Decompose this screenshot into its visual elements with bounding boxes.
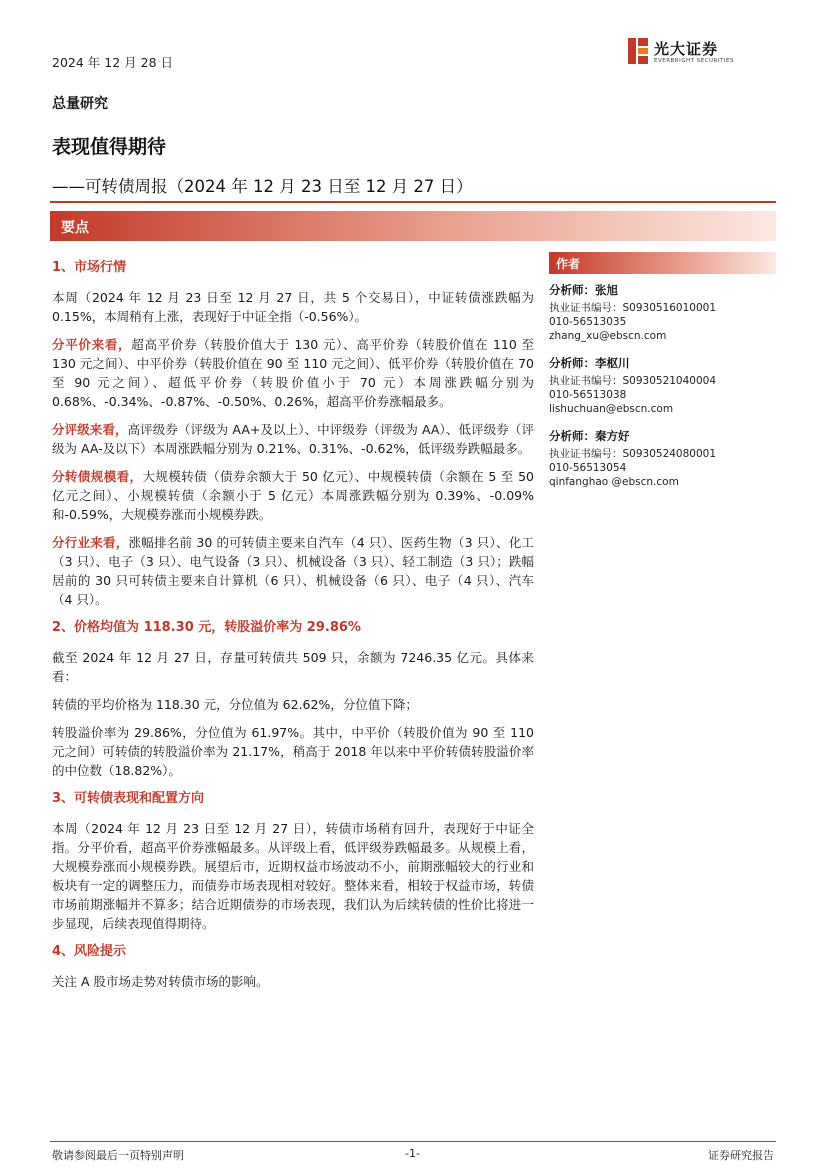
- paragraph-text: 涨幅排名前 30 的可转债主要来自汽车（4 只）、医药生物（3 只）、化工（3 只）、电子（3 只）、电气设备（3 只）、机械设备（3 只）、轻工制造（3 只）；跌幅居前的 30 只可转债主要来自计算机（6 只）、机械设备（6 只）、电子（4 只）、汽车（4 只）。: [52, 535, 534, 607]
- report-category: 总量研究: [52, 96, 108, 112]
- authors-label: 作者: [556, 257, 581, 271]
- paragraph: [52, 467, 534, 524]
- analyst-cert: 执业证书编号：S0930521040004: [549, 375, 717, 387]
- page-number: -1-: [405, 1147, 420, 1160]
- analyst-name: 分析师：秦方好: [549, 429, 630, 443]
- paragraph: [52, 695, 534, 714]
- paragraph-text: 关注 A 股市场走势对转债市场的影响。: [52, 974, 269, 989]
- paragraph: [52, 533, 534, 609]
- paragraph-text: 截至 2024 年 12 月 27 日，存量可转债共 509 只，余额为 7246.35 亿元。具体来看：: [52, 650, 534, 684]
- paragraph: [52, 723, 534, 780]
- section-outlook: [52, 789, 534, 933]
- paragraph: [52, 648, 534, 686]
- analyst-phone: 010-56513054: [549, 462, 627, 474]
- paragraph-lead: 分平价来看，: [52, 337, 132, 352]
- analyst-email[interactable]: lishuchuan@ebscn.com: [549, 403, 674, 415]
- footer-divider: [50, 1141, 776, 1142]
- paragraph-lead: 分转债规模看，: [52, 469, 143, 484]
- paragraph: [52, 420, 534, 458]
- paragraph-text: 超高平价券（转股价值大于 130 元）、高平价券（转股价值在 110 至 130 元之间）、中平价券（转股价值在 90 至 110 元之间）、低平价券（转股价值在 70 至 90 元之间）、超低平价券（转股价值小于 70 元）本周涨跌幅分别为 0.68%、-0.34%、-0.87%、-0.50%、0.26%，超高平价券涨幅最多。: [52, 337, 534, 409]
- section-heading: 3、可转债表现和配置方向: [52, 791, 205, 806]
- paragraph: [52, 288, 534, 326]
- paragraph-text: 转债的平均价格为 118.30 元，分位值为 62.62%，分位值下降；: [52, 697, 418, 712]
- analyst-phone: 010-56513038: [549, 389, 627, 401]
- paragraph: [52, 819, 534, 933]
- brand-logo: [626, 36, 776, 72]
- paragraph: [52, 335, 534, 411]
- analyst-email[interactable]: zhang_xu@ebscn.com: [549, 330, 667, 342]
- paragraph-text: 高评级券（评级为 AA+及以上）、中评级券（评级为 AA）、低评级券（评级为 AA-及以下）本周涨跌幅分别为 0.21%、0.31%、-0.62%，低评级券跌幅最多。: [52, 422, 534, 456]
- section-valuation: [52, 618, 534, 780]
- key-points-label: 要点: [61, 220, 89, 236]
- section-heading: 1、市场行情: [52, 260, 127, 275]
- section-heading: 2、价格均值为 118.30 元，转股溢价率为 29.86%: [52, 620, 361, 635]
- title-divider: [50, 201, 776, 203]
- analyst-email[interactable]: qinfanghao @ebscn.com: [549, 476, 679, 488]
- page-subtitle: ——可转债周报（2024 年 12 月 23 日至 12 月 27 日）: [52, 177, 473, 196]
- footer-disclaimer: 敬请参阅最后一页特别声明: [52, 1149, 184, 1162]
- analyst-card: [549, 356, 776, 416]
- paragraph-text: 大规模转债（债券余额大于 50 亿元）、中规模转债（余额在 5 至 50 亿元之间）、小规模转债（余额小于 5 亿元）本周涨跌幅分别为 0.39%、-0.09%和-0.59%，大规模券涨而小规模券跌。: [52, 469, 534, 522]
- section-risk: [52, 942, 534, 991]
- everbright-logo-icon: [626, 36, 650, 66]
- paragraph: [52, 972, 534, 991]
- analyst-cert: 执业证书编号：S0930524080001: [549, 448, 717, 460]
- paragraph-text: 转股溢价率为 29.86%，分位值为 61.97%。其中，中平价（转股价值为 90 至 110 元之间）可转债的转股溢价率为 21.17%，稍高于 2018 年以来中平价转债转股溢价率的中位数（18.82%）。: [52, 725, 534, 778]
- analyst-name: 分析师：李枢川: [549, 356, 630, 370]
- analyst-card: [549, 429, 776, 489]
- key-points-bar: [50, 211, 776, 241]
- page-title: 表现值得期待: [52, 136, 167, 158]
- report-date: 2024 年 12 月 28 日: [52, 55, 173, 70]
- paragraph-lead: 分行业来看，: [52, 535, 129, 550]
- section-heading: 4、风险提示: [52, 944, 127, 959]
- authors-bar: [549, 252, 776, 274]
- analyst-name: 分析师：张旭: [549, 283, 618, 297]
- paragraph-text: 本周（2024 年 12 月 23 日至 12 月 27 日），转债市场稍有回升，表现好于中证全指。分平价看，超高平价券涨幅最多。从评级上看，低评级券跌幅最多。从规模上看，大规模券涨而小规模券跌。展望后市，近期权益市场波动不小，前期涨幅较大的行业和板块有一定的调整压力，而债券市场表现相对较好。整体来看，相较于权益市场，转债市场前期涨幅并不算多；结合近期债券的市场表现，我们认为后续转债的性价比将进一步显现，后续表现值得期待。: [52, 821, 534, 931]
- paragraph-text: 本周（2024 年 12 月 23 日至 12 月 27 日，共 5 个交易日），中证转债涨跌幅为 0.15%，本周稍有上涨，表现好于中证全指（-0.56%）。: [52, 290, 534, 324]
- paragraph-lead: 分评级来看，: [52, 422, 128, 437]
- analyst-cert: 执业证书编号：S0930516010001: [549, 302, 717, 314]
- brand-name: 光大证券: [654, 40, 719, 58]
- analyst-card: [549, 283, 776, 343]
- analyst-phone: 010-56513035: [549, 316, 627, 328]
- brand-name-en: EVERBRIGHT SECURITIES: [654, 58, 734, 64]
- author-sidebar: [549, 252, 776, 489]
- main-content: [52, 258, 534, 1000]
- section-market: [52, 258, 534, 609]
- footer-report-type: 证券研究报告: [708, 1149, 774, 1162]
